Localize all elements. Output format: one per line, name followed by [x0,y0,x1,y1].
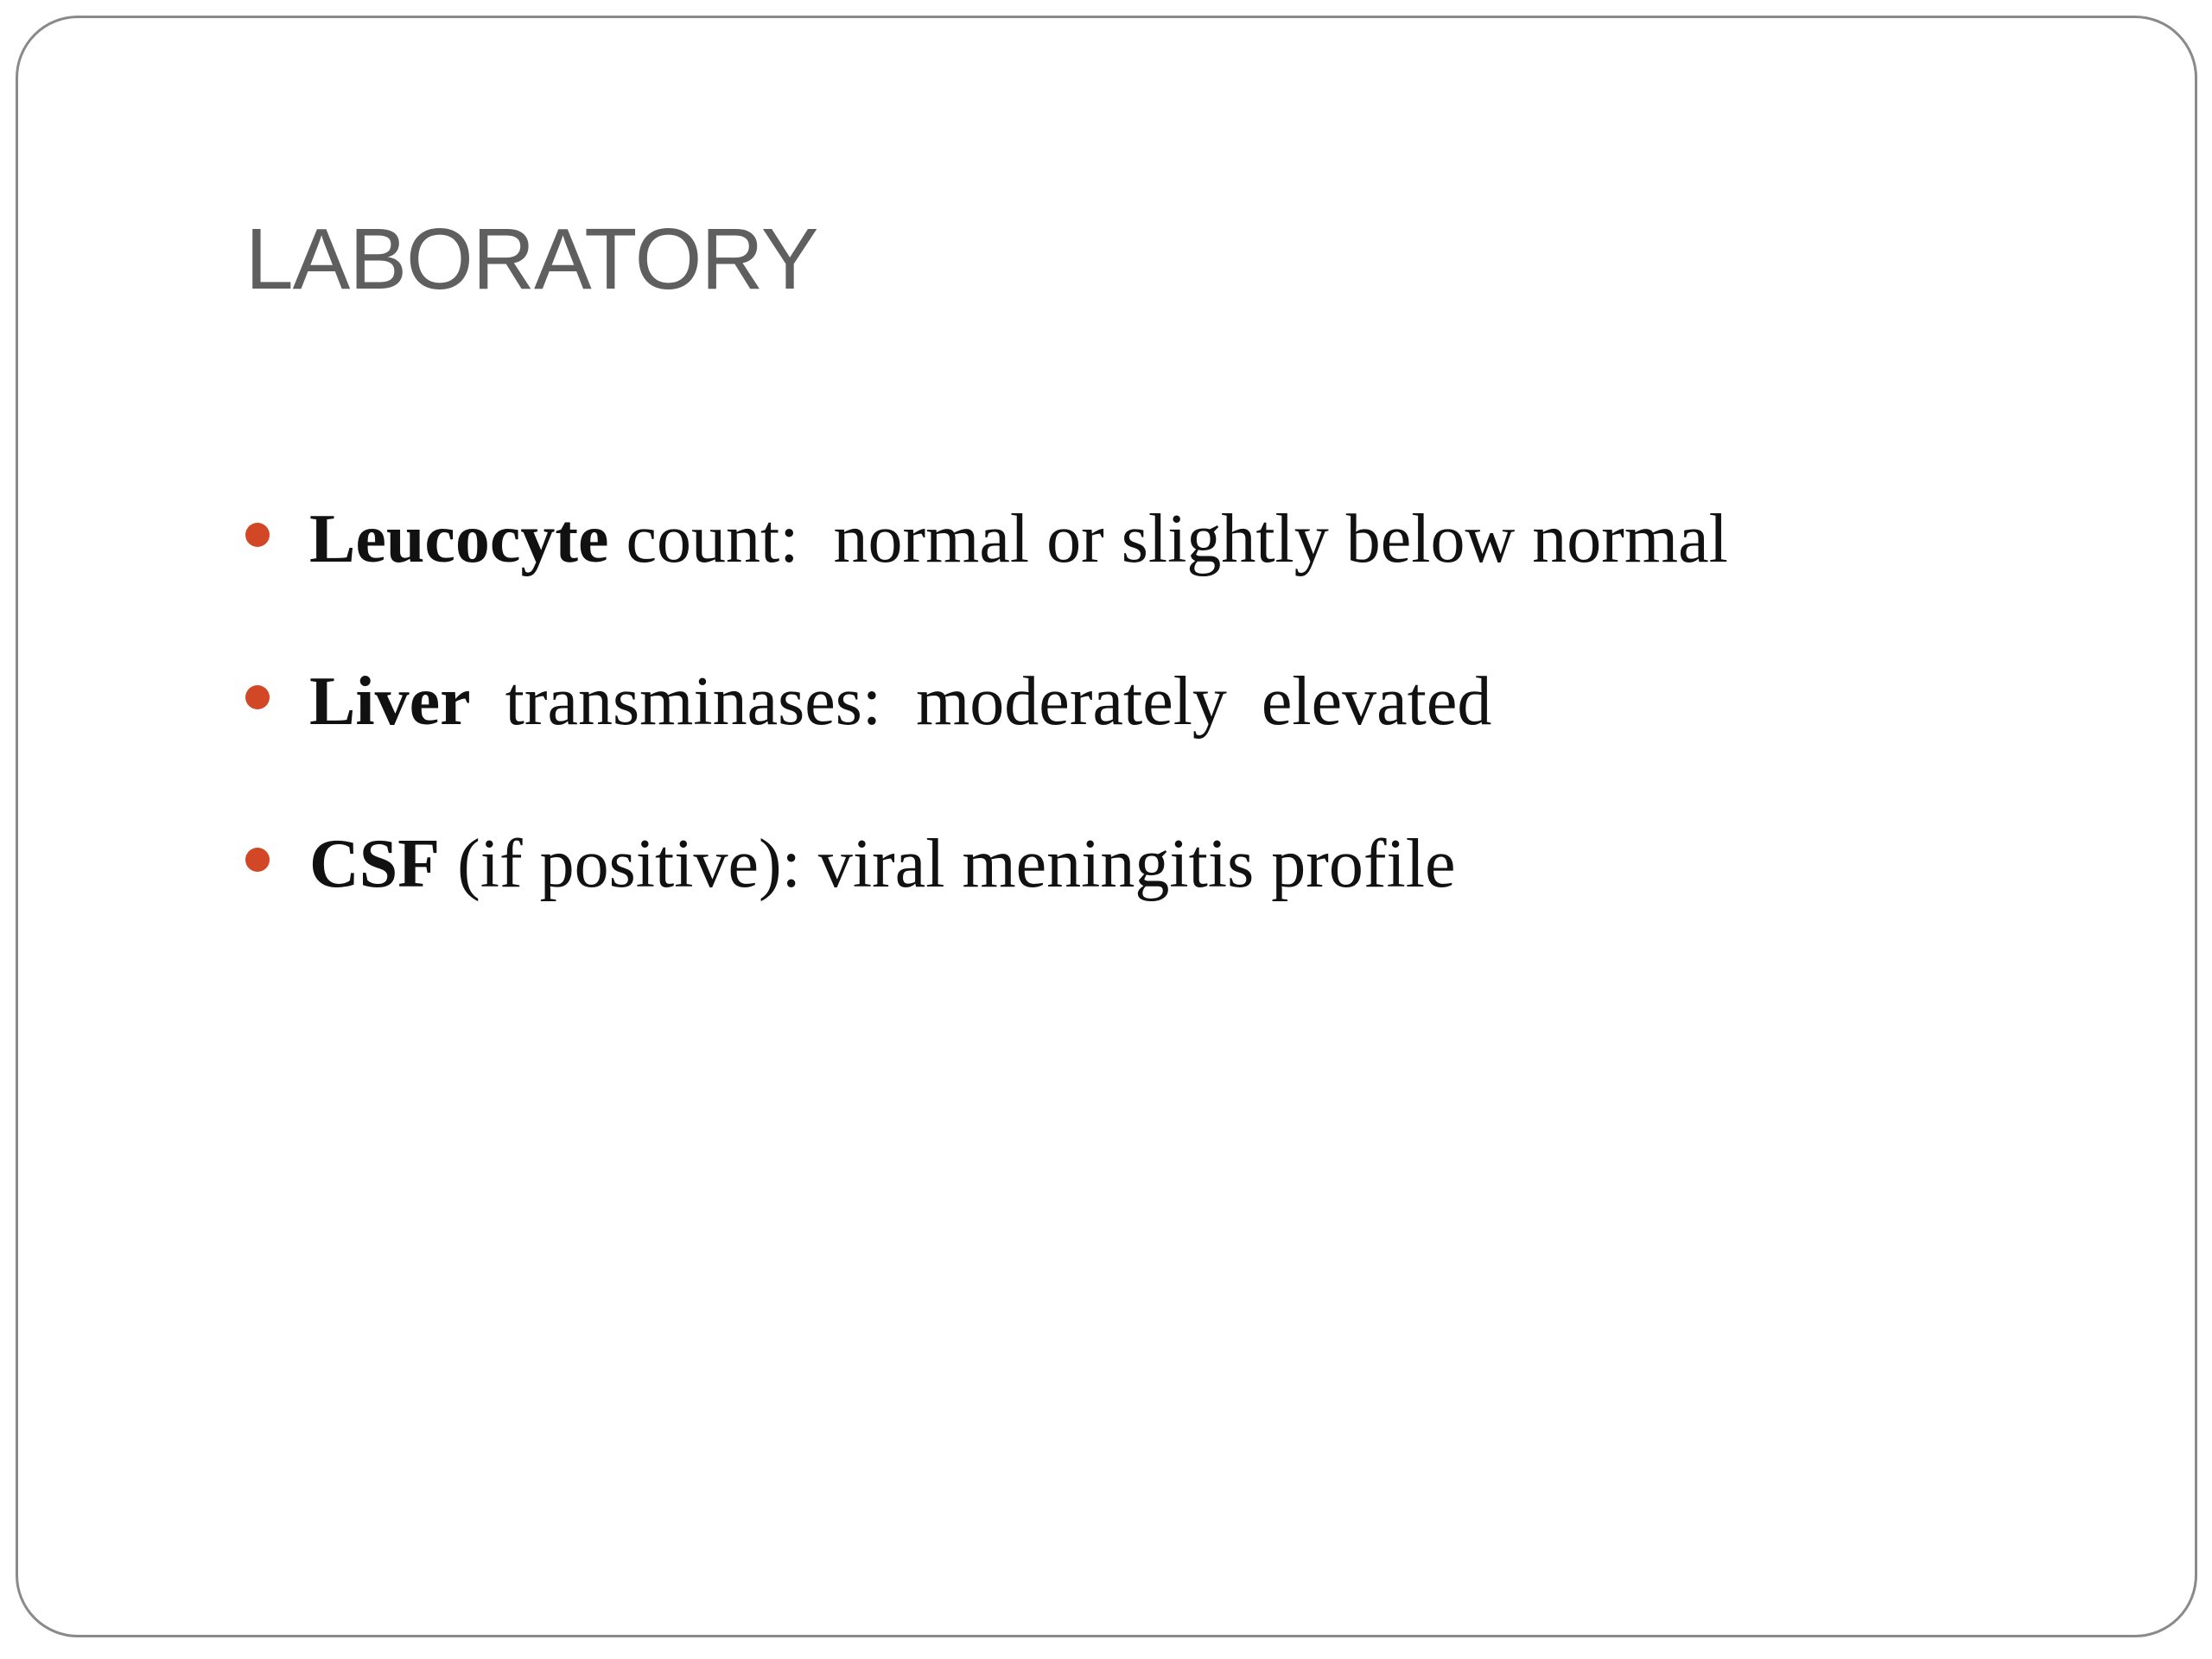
bullet-item-csf [245,826,1728,902]
bullet-text: transminases: moderately elevated [470,663,1492,740]
bullet-dot-icon [245,685,270,709]
bullet-term: Liver [309,663,471,740]
bullet-dot-icon [245,848,270,872]
bullet-dot-icon [245,523,270,547]
bullet-item-liver [245,664,1728,740]
bullet-term: Leucocyte [309,500,609,577]
bullet-list [245,501,1728,988]
slide-title: LABORATORY [245,211,818,308]
bullet-item-leucocyte [245,501,1728,577]
bullet-text: (if positive): viral meningitis profile [440,825,1456,902]
bullet-term: CSF [309,825,441,902]
bullet-text: count: normal or slightly below normal [608,500,1728,577]
